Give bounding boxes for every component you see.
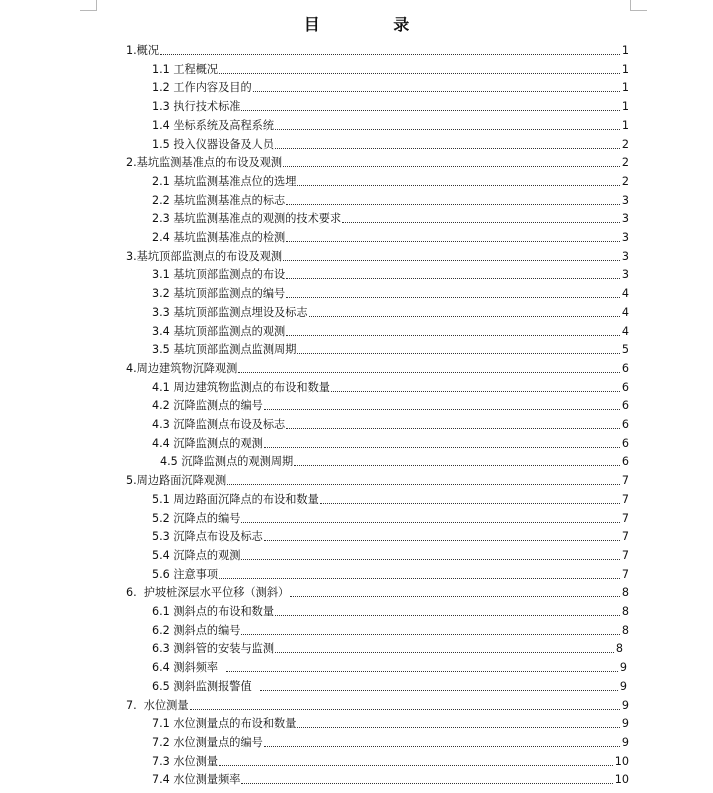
dot-leader (275, 615, 620, 616)
toc-entry-page: 6 (621, 362, 629, 375)
toc-entry-page: 6 (621, 455, 629, 468)
dot-leader (286, 241, 620, 242)
toc-entry-page: 3 (621, 231, 629, 244)
toc-entry-page: 10 (614, 773, 629, 786)
toc-entry-page: 4 (621, 306, 629, 319)
toc-entry[interactable] (152, 545, 629, 563)
toc-entry-page: 9 (619, 680, 627, 693)
dot-leader (286, 297, 620, 298)
dot-leader (283, 260, 620, 261)
toc-entry-label: 2.基坑监测基准点的布设及观测 (126, 156, 283, 169)
toc-entry-page: 3 (621, 268, 629, 281)
toc-title: 目 录 (303, 15, 444, 34)
dot-leader (275, 148, 620, 149)
toc-entry[interactable] (152, 171, 629, 189)
dot-leader (238, 372, 620, 373)
toc-entry-page: 8 (615, 642, 623, 655)
toc-entry[interactable] (152, 601, 629, 619)
toc-entry-page: 6 (621, 437, 629, 450)
toc-entry-label: 6. 护坡桩深层水平位移（测斜） (126, 586, 290, 599)
toc-entry[interactable] (152, 302, 629, 320)
toc-entry[interactable] (152, 657, 627, 675)
toc-entry-label: 7. 水位测量 (126, 699, 189, 712)
toc-entry[interactable] (152, 77, 629, 95)
toc-entry[interactable] (126, 470, 629, 488)
dot-leader (219, 578, 620, 579)
dot-leader (297, 353, 619, 354)
toc-entry-label: 1.3 执行技术标准 (152, 100, 241, 113)
toc-entry[interactable] (152, 508, 629, 526)
dot-leader (260, 690, 618, 691)
page-corner-mark-right (630, 0, 647, 11)
toc-entry[interactable] (152, 339, 629, 357)
toc-entry[interactable] (152, 115, 629, 133)
toc-entry-label: 4.4 沉降监测点的观测 (152, 437, 263, 450)
toc-entry-page: 8 (621, 586, 629, 599)
toc-entry-label: 5.1 周边路面沉降点的布设和数量 (152, 493, 319, 506)
toc-entry-label: 2.2 基坑监测基准点的标志 (152, 194, 286, 207)
dot-leader (160, 54, 620, 55)
toc-entry-label: 5.6 注意事项 (152, 568, 219, 581)
dot-leader (294, 465, 620, 466)
toc-entry-label: 6.1 测斜点的布设和数量 (152, 605, 275, 618)
dot-leader (264, 447, 620, 448)
dot-leader (227, 484, 620, 485)
dot-leader (241, 110, 619, 111)
toc-entry-page: 3 (621, 250, 629, 263)
toc-entry[interactable] (152, 564, 629, 582)
dot-leader (219, 765, 613, 766)
toc-entry[interactable] (152, 321, 629, 339)
toc-entry-label: 1.4 坐标系统及高程系统 (152, 119, 275, 132)
toc-entry-label: 6.5 测斜监测报警值 (152, 680, 259, 693)
toc-entry-label: 6.4 测斜频率 (152, 661, 226, 674)
toc-entry-page: 2 (621, 156, 629, 169)
toc-entry-label: 7.3 水位测量 (152, 755, 219, 768)
toc-entry-page: 4 (621, 325, 629, 338)
toc-entry[interactable] (126, 695, 629, 713)
toc-entry-page: 7 (621, 568, 629, 581)
toc-entry[interactable] (152, 489, 629, 507)
toc-entry[interactable] (126, 582, 629, 600)
toc-entry[interactable] (126, 40, 629, 58)
dot-leader (264, 540, 620, 541)
dot-leader (286, 204, 620, 205)
dot-leader (297, 727, 619, 728)
toc-entry[interactable] (160, 451, 629, 469)
toc-entry-page: 8 (621, 624, 629, 637)
dot-leader (241, 559, 619, 560)
toc-entry-label: 2.1 基坑监测基准点位的选埋 (152, 175, 297, 188)
toc-entry-label: 6.2 测斜点的编号 (152, 624, 241, 637)
toc-entry[interactable] (152, 395, 629, 413)
toc-entry-label: 4.2 沉降监测点的编号 (152, 399, 263, 412)
dot-leader (241, 783, 612, 784)
toc-entry-page: 1 (621, 100, 629, 113)
dot-leader (241, 634, 619, 635)
dot-leader (275, 652, 614, 653)
toc-entry-label: 4.3 沉降监测点布设及标志 (152, 418, 286, 431)
dot-leader (297, 185, 619, 186)
toc-entry-page: 9 (621, 717, 629, 730)
dot-leader (286, 428, 620, 429)
dot-leader (219, 73, 620, 74)
toc-entry-label: 3.1 基坑顶部监测点的布设 (152, 268, 286, 281)
toc-entry-label: 5.2 沉降点的编号 (152, 512, 241, 525)
toc-entry-page: 5 (621, 343, 629, 356)
toc-entry-page: 7 (621, 493, 629, 506)
toc-entry-page: 2 (621, 138, 629, 151)
toc-entry-page: 7 (621, 474, 629, 487)
dot-leader (226, 671, 618, 672)
toc-entry-label: 3.基坑顶部监测点的布设及观测 (126, 250, 283, 263)
toc-entry-page: 6 (621, 399, 629, 412)
toc-entry-page: 7 (621, 530, 629, 543)
toc-entry[interactable] (152, 676, 627, 694)
toc-entry[interactable] (152, 751, 629, 769)
dot-leader (286, 335, 620, 336)
toc-entry[interactable] (126, 358, 629, 376)
toc-entry-page: 1 (621, 81, 629, 94)
toc-entry-page: 3 (621, 194, 629, 207)
toc-entry-label: 4.5 沉降监测点的观测周期 (160, 455, 294, 468)
toc-entry[interactable] (126, 152, 629, 170)
toc-entry[interactable] (152, 283, 629, 301)
dot-leader (331, 391, 620, 392)
toc-entry-page: 7 (621, 512, 629, 525)
toc-entry-page: 9 (619, 661, 627, 674)
toc-entry-label: 1.1 工程概况 (152, 63, 219, 76)
toc-entry[interactable] (152, 190, 629, 208)
toc-entry-label: 2.3 基坑监测基准点的观测的技术要求 (152, 212, 342, 225)
toc-entry-page: 6 (621, 381, 629, 394)
toc-entry-label: 1.概况 (126, 44, 160, 57)
toc-entry-label: 2.4 基坑监测基准点的检测 (152, 231, 286, 244)
toc-entry-page: 1 (621, 119, 629, 132)
toc-entry-label: 5.3 沉降点布设及标志 (152, 530, 263, 543)
dot-leader (253, 91, 620, 92)
dot-leader (320, 503, 620, 504)
dot-leader (286, 278, 620, 279)
toc-entry[interactable] (152, 433, 629, 451)
toc-entry-page: 2 (621, 175, 629, 188)
toc-entry-label: 1.2 工作内容及目的 (152, 81, 252, 94)
toc-entry[interactable] (152, 227, 629, 245)
toc-entry-label: 3.2 基坑顶部监测点的编号 (152, 287, 286, 300)
toc-entry[interactable] (152, 620, 629, 638)
toc-entry-label: 6.3 测斜管的安装与监测 (152, 642, 275, 655)
dot-leader (309, 316, 620, 317)
toc-entry-page: 1 (621, 44, 629, 57)
toc-entry[interactable] (152, 732, 629, 750)
dot-leader (283, 166, 620, 167)
dot-leader (241, 522, 619, 523)
page-corner-mark-left (80, 0, 97, 11)
toc-entry-page: 3 (621, 212, 629, 225)
toc-entry-label: 4.周边建筑物沉降观测 (126, 362, 238, 375)
toc-entry[interactable] (152, 414, 629, 432)
toc-entry[interactable] (152, 134, 629, 152)
toc-entry-label: 4.1 周边建筑物监测点的布设和数量 (152, 381, 330, 394)
toc-entry-page: 7 (621, 549, 629, 562)
toc-entry-page: 9 (621, 736, 629, 749)
toc-entry[interactable] (152, 264, 629, 282)
toc-entry[interactable] (152, 526, 629, 544)
toc-entry-page: 6 (621, 418, 629, 431)
toc-entry[interactable] (152, 59, 629, 77)
toc-entry-page: 10 (614, 755, 629, 768)
toc-entry[interactable] (126, 246, 629, 264)
toc-entry-page: 1 (621, 63, 629, 76)
dot-leader (264, 409, 620, 410)
toc-entry[interactable] (152, 769, 629, 787)
toc-entry[interactable] (152, 713, 629, 731)
toc-entry-label: 7.2 水位测量点的编号 (152, 736, 263, 749)
toc-entry-label: 3.3 基坑顶部监测点埋设及标志 (152, 306, 308, 319)
toc-entry-label: 7.4 水位测量频率 (152, 773, 241, 786)
toc-entry-label: 5.周边路面沉降观测 (126, 474, 227, 487)
dot-leader (275, 129, 620, 130)
toc-entry-label: 3.5 基坑顶部监测点监测周期 (152, 343, 297, 356)
toc-entry[interactable] (152, 377, 629, 395)
dot-leader (290, 596, 620, 597)
toc-entry[interactable] (152, 96, 629, 114)
dot-leader (190, 709, 620, 710)
dot-leader (264, 746, 620, 747)
toc-entry[interactable] (152, 208, 629, 226)
toc-entry-page: 4 (621, 287, 629, 300)
dot-leader (342, 222, 620, 223)
toc-entry-page: 9 (621, 699, 629, 712)
toc-entry[interactable] (152, 638, 623, 656)
toc-entry-label: 7.1 水位测量点的布设和数量 (152, 717, 297, 730)
toc-entry-label: 5.4 沉降点的观测 (152, 549, 241, 562)
toc-entry-label: 3.4 基坑顶部监测点的观测 (152, 325, 286, 338)
toc-entry-label: 1.5 投入仪器设备及人员 (152, 138, 275, 151)
toc-entry-page: 8 (621, 605, 629, 618)
